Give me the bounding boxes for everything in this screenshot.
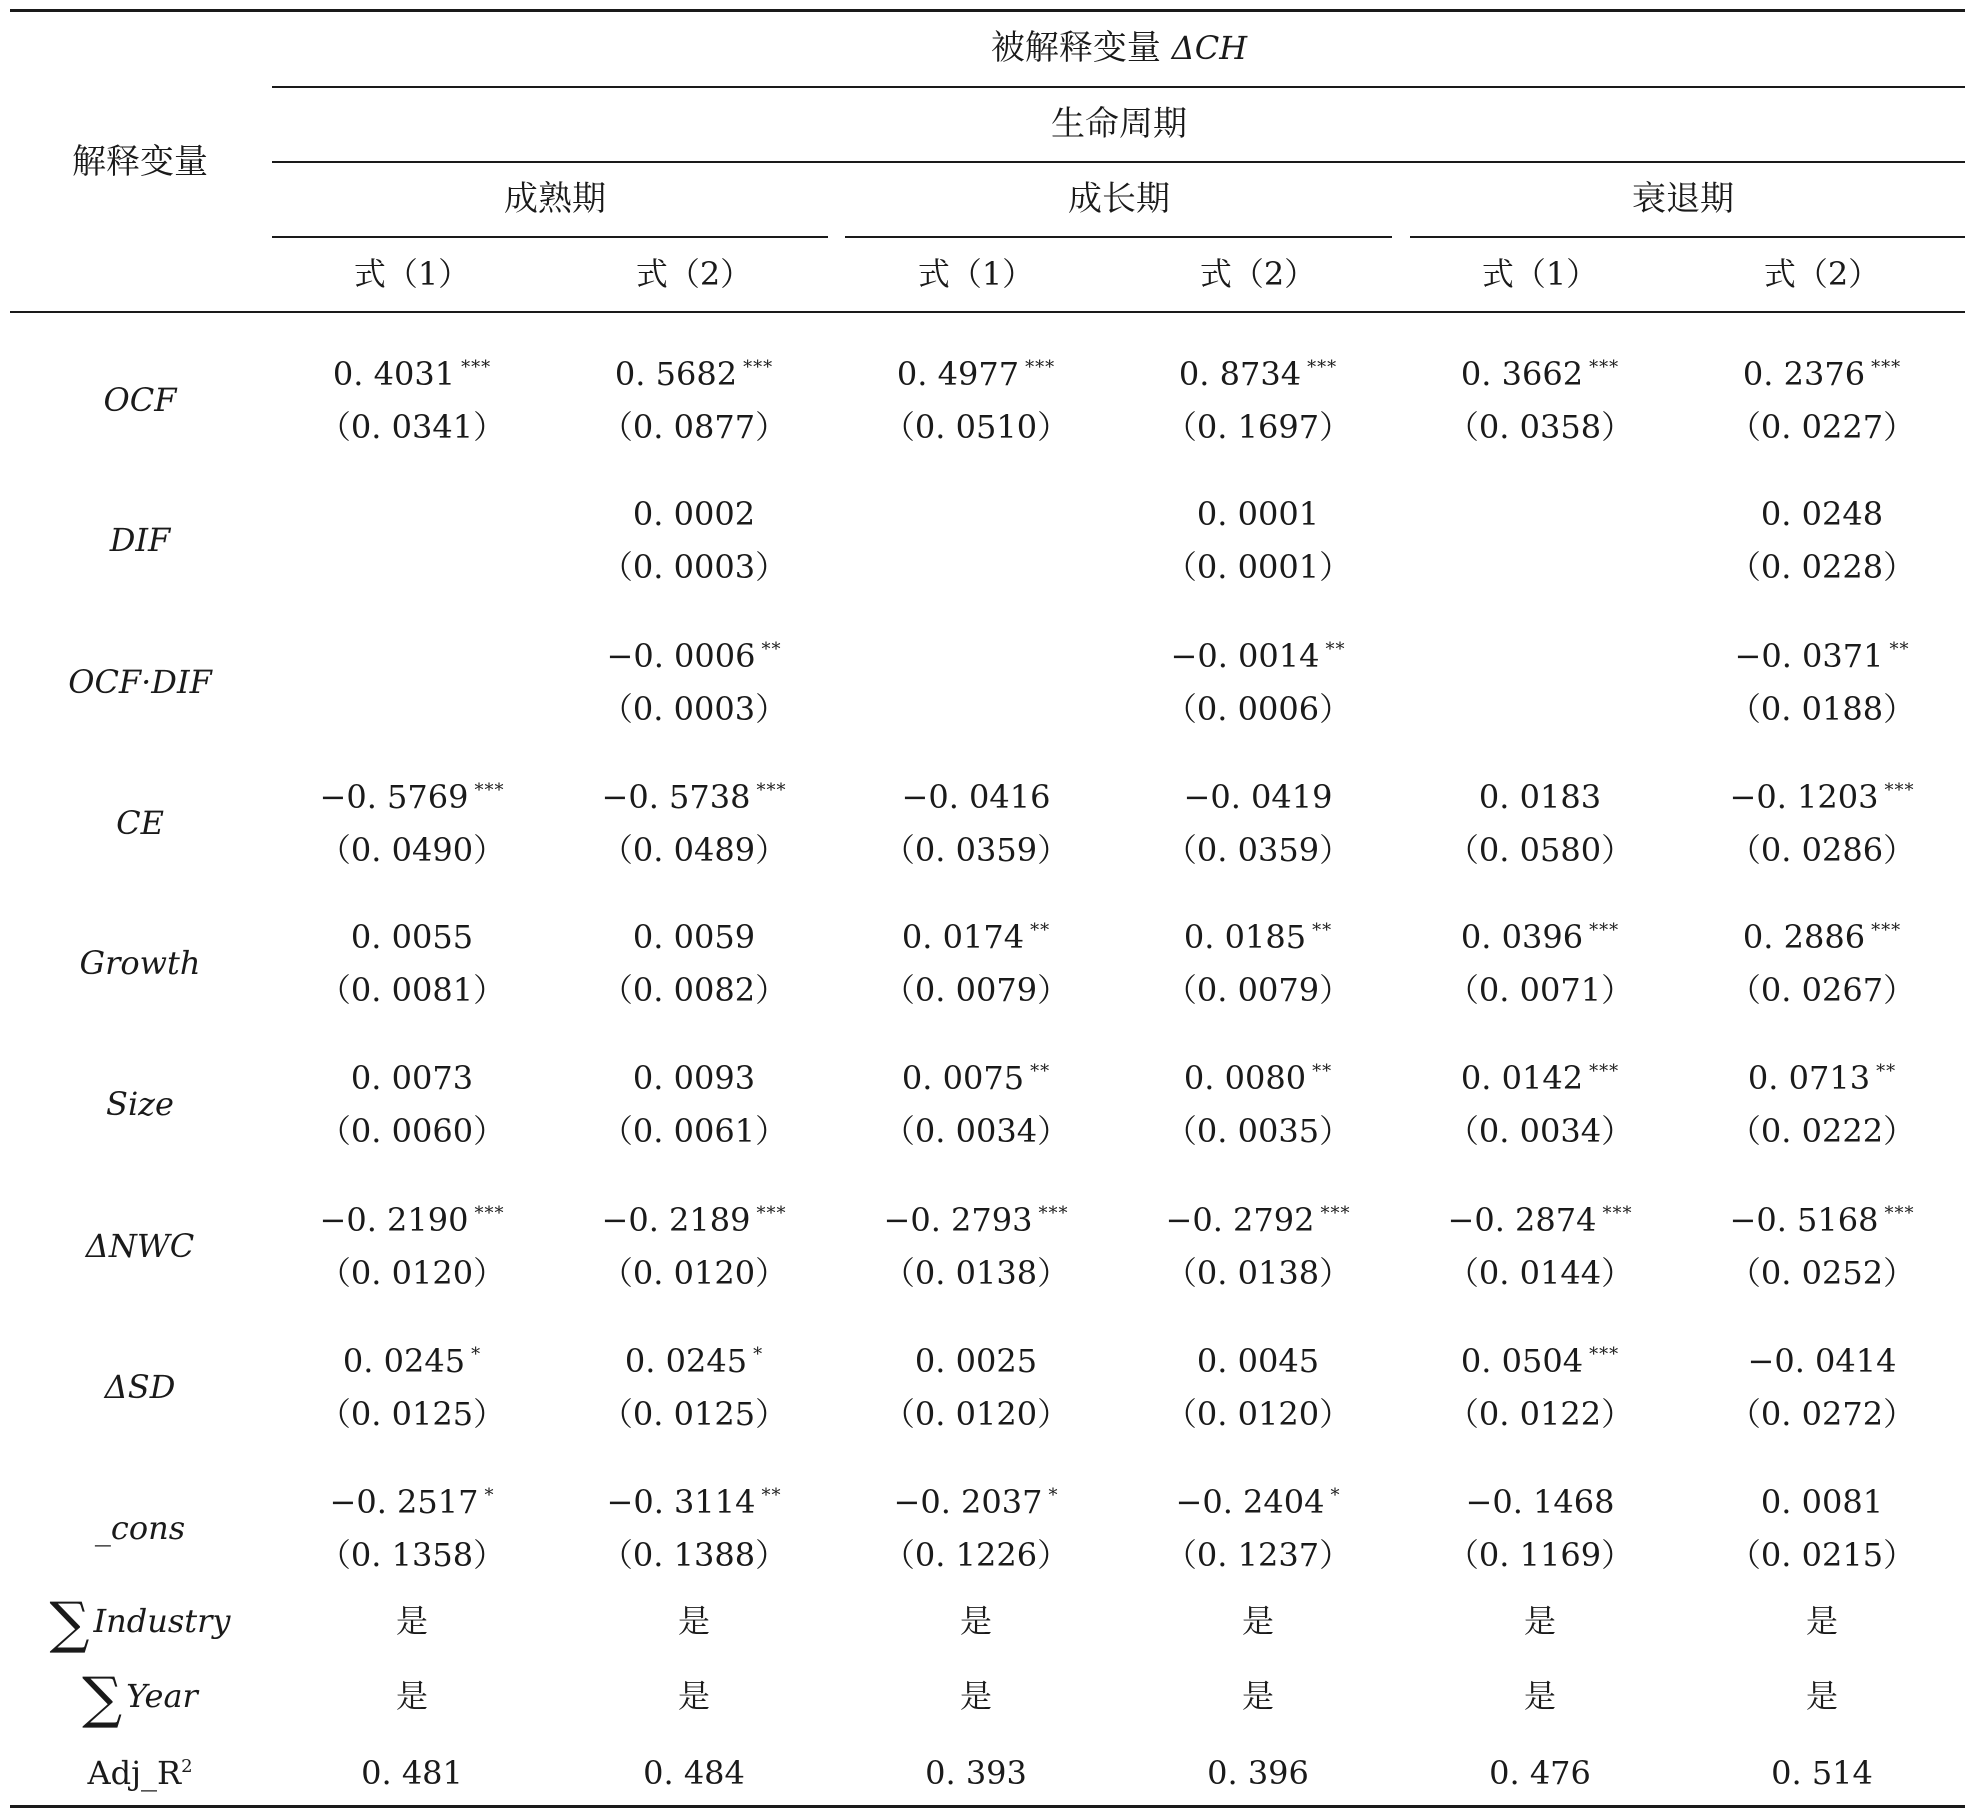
standard-error-cell: （0. 0359） [882, 831, 1070, 869]
coefficient-cell [633, 494, 755, 534]
adj-r2-value: 0. 514 [1771, 1754, 1873, 1792]
standard-error-cell: （0. 1358） [318, 1536, 506, 1574]
coefficient-value: 0. 0080 [1183, 1059, 1307, 1097]
dependent-variable-symbol: ΔCH [1171, 29, 1248, 67]
standard-error-cell: （0. 0489） [600, 831, 788, 869]
coefficient-value: 0. 0245 [624, 1342, 748, 1380]
coefficient-cell [902, 917, 1050, 963]
coefficient-value: −0. 2874 [1447, 1201, 1597, 1239]
coefficient-cell [1730, 1200, 1915, 1246]
coefficient-value: 0. 0713 [1747, 1059, 1871, 1097]
coefficient-cell [1466, 1482, 1615, 1522]
standard-error-cell: （0. 1226） [882, 1536, 1070, 1574]
summation-symbol: ∑ [49, 1591, 90, 1656]
coefficient-cell [1461, 917, 1619, 963]
coefficient-cell [351, 1058, 473, 1098]
summation-symbol: ∑ [82, 1666, 123, 1731]
control-indicator: 是 [1523, 1602, 1557, 1640]
coefficient-cell [1479, 777, 1601, 817]
coefficient-value: 0. 0396 [1460, 918, 1584, 956]
coefficient-cell [1197, 1341, 1319, 1381]
coefficient-value: 0. 2886 [1742, 918, 1866, 956]
significance-stars: *** [1871, 920, 1902, 941]
coefficient-cell [1748, 1341, 1897, 1381]
stage-header-growth: 成长期 [1068, 179, 1170, 219]
stage-rule-growth [845, 236, 1392, 238]
standard-error-cell: （0. 1388） [600, 1536, 788, 1574]
control-indicator: 是 [959, 1602, 993, 1640]
lifecycle-rule [272, 161, 1965, 163]
model-header: 式（2） [1763, 255, 1881, 293]
standard-error-cell: （0. 0877） [600, 408, 788, 446]
coefficient-value: 0. 5682 [614, 355, 738, 393]
coefficient-value: 0. 0059 [632, 918, 756, 956]
coefficient-value: 0. 0174 [901, 918, 1025, 956]
coefficient-cell [884, 1200, 1069, 1246]
coefficient-cell [1730, 777, 1915, 823]
adj-r2-value: 0. 484 [643, 1754, 745, 1792]
coefficient-value: −0. 0006 [606, 637, 756, 675]
standard-error-cell: （0. 0035） [1164, 1112, 1352, 1150]
coefficient-value: −0. 2517 [329, 1483, 479, 1521]
coefficient-cell [1184, 917, 1332, 963]
row-label: OCF·DIF [68, 663, 212, 701]
significance-stars: *** [756, 780, 787, 801]
coefficient-cell [333, 354, 491, 400]
standard-error-cell: （0. 0252） [1728, 1254, 1916, 1292]
model-header: 式（2） [635, 255, 753, 293]
standard-error-cell: （0. 1237） [1164, 1536, 1352, 1574]
significance-stars: ** [1030, 920, 1051, 941]
control-indicator: 是 [1805, 1677, 1839, 1715]
dependent-variable-header: 被解释变量 ΔCH [990, 28, 1248, 68]
significance-stars: ** [1312, 1061, 1333, 1082]
control-name: Year [126, 1677, 198, 1715]
coefficient-cell [602, 777, 787, 823]
standard-error-cell: （0. 0001） [1164, 548, 1352, 586]
standard-error-cell: （0. 0490） [318, 831, 506, 869]
coefficient-value: 0. 0001 [1196, 495, 1320, 533]
standard-error-cell: （0. 0003） [600, 548, 788, 586]
top-rule [10, 9, 1965, 12]
coefficient-cell [625, 1341, 763, 1387]
coefficient-value: −0. 0416 [901, 778, 1051, 816]
control-indicator: 是 [959, 1677, 993, 1715]
coefficient-value: 0. 0073 [350, 1059, 474, 1097]
standard-error-cell: （0. 0359） [1164, 831, 1352, 869]
stage-rule-decline [1410, 236, 1965, 238]
significance-stars: *** [1884, 1203, 1915, 1224]
significance-stars: * [1048, 1485, 1059, 1506]
adj-r2-text: Adj_R [87, 1754, 182, 1792]
significance-stars: ** [761, 1485, 782, 1506]
significance-stars: *** [461, 357, 492, 378]
row-label: _cons [94, 1509, 186, 1547]
coefficient-cell [1761, 1482, 1883, 1522]
standard-error-cell: （0. 1697） [1164, 408, 1352, 446]
standard-error-cell: （0. 0003） [600, 690, 788, 728]
standard-error-cell: （0. 0120） [318, 1254, 506, 1292]
standard-error-cell: （0. 0341） [318, 408, 506, 446]
control-label [49, 1591, 231, 1656]
coefficient-cell [633, 917, 755, 957]
coefficient-value: 0. 0081 [1760, 1483, 1884, 1521]
significance-stars: ** [1889, 639, 1910, 660]
standard-error-cell: （0. 0122） [1446, 1395, 1634, 1433]
significance-stars: *** [743, 357, 774, 378]
standard-error-cell: （0. 0227） [1728, 408, 1916, 446]
coefficient-cell [1197, 494, 1319, 534]
coefficient-value: −0. 0371 [1734, 637, 1884, 675]
coefficient-value: 0. 0045 [1196, 1342, 1320, 1380]
coefficient-cell [320, 1200, 505, 1246]
adj-r2-superscript: 2 [181, 1756, 193, 1777]
coefficient-value: −0. 5769 [319, 778, 469, 816]
coefficient-value: 0. 0248 [1760, 495, 1884, 533]
model-header: 式（2） [1199, 255, 1317, 293]
coefficient-cell [343, 1341, 481, 1387]
standard-error-cell: （0. 0006） [1164, 690, 1352, 728]
adj-r2-value: 0. 481 [361, 1754, 463, 1792]
coefficient-value: −0. 2404 [1175, 1483, 1325, 1521]
coefficient-value: −0. 2190 [319, 1201, 469, 1239]
row-label: DIF [109, 521, 171, 559]
standard-error-cell: （0. 1169） [1446, 1536, 1634, 1574]
standard-error-cell: （0. 0082） [600, 971, 788, 1009]
model-header: 式（1） [917, 255, 1035, 293]
control-indicator: 是 [395, 1677, 429, 1715]
control-indicator: 是 [1241, 1677, 1275, 1715]
coefficient-cell [1735, 636, 1910, 682]
significance-stars: *** [756, 1203, 787, 1224]
significance-stars: ** [761, 639, 782, 660]
lifecycle-header: 生命周期 [1051, 104, 1187, 144]
coefficient-cell [1184, 1058, 1332, 1104]
coefficient-value: 0. 2376 [1742, 355, 1866, 393]
adj-r2-value: 0. 396 [1207, 1754, 1309, 1792]
significance-stars: *** [474, 780, 505, 801]
standard-error-cell: （0. 0358） [1446, 408, 1634, 446]
standard-error-cell: （0. 0079） [882, 971, 1070, 1009]
significance-stars: *** [1320, 1203, 1351, 1224]
coefficient-value: 0. 0075 [901, 1059, 1025, 1097]
significance-stars: ** [1325, 639, 1346, 660]
coefficient-cell [1184, 777, 1333, 817]
standard-error-cell: （0. 0071） [1446, 971, 1634, 1009]
adj-r2-value: 0. 476 [1489, 1754, 1591, 1792]
control-name: Industry [93, 1602, 231, 1640]
row-label: ΔNWC [85, 1227, 195, 1265]
standard-error-cell: （0. 0510） [882, 408, 1070, 446]
control-indicator: 是 [677, 1602, 711, 1640]
coefficient-cell [1461, 354, 1619, 400]
standard-error-cell: （0. 0138） [1164, 1254, 1352, 1292]
control-indicator: 是 [395, 1602, 429, 1640]
coefficient-cell [607, 1482, 782, 1528]
coefficient-value: 0. 0185 [1183, 918, 1307, 956]
standard-error-cell: （0. 0125） [600, 1395, 788, 1433]
coefficient-cell [897, 354, 1055, 400]
significance-stars: *** [1589, 1061, 1620, 1082]
coefficient-value: −0. 1203 [1729, 778, 1879, 816]
coefficient-value: −0. 5168 [1729, 1201, 1879, 1239]
coefficient-value: 0. 4031 [332, 355, 456, 393]
coefficient-value: 0. 0002 [632, 495, 756, 533]
row-label: Growth [79, 944, 201, 982]
coefficient-cell [915, 1341, 1037, 1381]
coefficient-cell [902, 777, 1051, 817]
stub-header: 解释变量 [72, 142, 208, 182]
row-label: CE [116, 804, 164, 842]
significance-stars: ** [1876, 1061, 1897, 1082]
coefficient-cell [894, 1482, 1059, 1528]
stage-header-decline: 衰退期 [1632, 179, 1734, 219]
coefficient-value: −0. 0014 [1170, 637, 1320, 675]
coefficient-value: 0. 4977 [896, 355, 1020, 393]
model-header: 式（1） [1481, 255, 1599, 293]
significance-stars: *** [1307, 357, 1338, 378]
significance-stars: *** [1602, 1203, 1633, 1224]
coefficient-cell [633, 1058, 755, 1098]
header-bottom-rule [10, 311, 1965, 313]
coefficient-value: −0. 2793 [883, 1201, 1033, 1239]
standard-error-cell: （0. 0215） [1728, 1536, 1916, 1574]
coefficient-cell [607, 636, 782, 682]
coefficient-value: −0. 5738 [601, 778, 751, 816]
significance-stars: *** [1871, 357, 1902, 378]
standard-error-cell: （0. 0079） [1164, 971, 1352, 1009]
standard-error-cell: （0. 0228） [1728, 548, 1916, 586]
standard-error-cell: （0. 0034） [1446, 1112, 1634, 1150]
standard-error-cell: （0. 0144） [1446, 1254, 1634, 1292]
coefficient-cell [1166, 1200, 1351, 1246]
coefficient-value: 0. 0142 [1460, 1059, 1584, 1097]
adj-r2-label [87, 1753, 192, 1799]
standard-error-cell: （0. 0188） [1728, 690, 1916, 728]
standard-error-cell: （0. 0222） [1728, 1112, 1916, 1150]
significance-stars: ** [1312, 920, 1333, 941]
standard-error-cell: （0. 0034） [882, 1112, 1070, 1150]
control-indicator: 是 [677, 1677, 711, 1715]
coefficient-value: 0. 0245 [342, 1342, 466, 1380]
coefficient-cell [902, 1058, 1050, 1104]
row-label: Size [106, 1085, 174, 1123]
row-label: OCF [103, 381, 177, 419]
coefficient-value: 0. 0055 [350, 918, 474, 956]
significance-stars: * [753, 1344, 764, 1365]
standard-error-cell: （0. 0120） [600, 1254, 788, 1292]
standard-error-cell: （0. 0267） [1728, 971, 1916, 1009]
coefficient-cell [330, 1482, 495, 1528]
coefficient-value: −0. 2037 [893, 1483, 1043, 1521]
significance-stars: ** [1030, 1061, 1051, 1082]
coefficient-value: 0. 0093 [632, 1059, 756, 1097]
standard-error-cell: （0. 0061） [600, 1112, 788, 1150]
standard-error-cell: （0. 0125） [318, 1395, 506, 1433]
row-label: ΔSD [104, 1368, 176, 1406]
significance-stars: *** [1589, 357, 1620, 378]
significance-stars: *** [1589, 920, 1620, 941]
coefficient-cell [1179, 354, 1337, 400]
coefficient-cell [1743, 917, 1901, 963]
coefficient-value: −0. 3114 [606, 1483, 756, 1521]
standard-error-cell: （0. 0120） [1164, 1395, 1352, 1433]
standard-error-cell: （0. 0272） [1728, 1395, 1916, 1433]
coefficient-value: 0. 0025 [914, 1342, 1038, 1380]
standard-error-cell: （0. 0138） [882, 1254, 1070, 1292]
coefficient-value: −0. 1468 [1465, 1483, 1615, 1521]
coefficient-value: 0. 3662 [1460, 355, 1584, 393]
standard-error-cell: （0. 0081） [318, 971, 506, 1009]
significance-stars: * [1330, 1485, 1341, 1506]
significance-stars: *** [474, 1203, 505, 1224]
coefficient-value: 0. 0504 [1460, 1342, 1584, 1380]
control-indicator: 是 [1523, 1677, 1557, 1715]
standard-error-cell: （0. 0286） [1728, 831, 1916, 869]
coefficient-cell [320, 777, 505, 823]
coefficient-cell [1176, 1482, 1341, 1528]
bottom-rule [10, 1805, 1965, 1808]
coefficient-value: 0. 8734 [1178, 355, 1302, 393]
coefficient-value: −0. 2792 [1165, 1201, 1315, 1239]
coefficient-cell [1761, 494, 1883, 534]
significance-stars: *** [1038, 1203, 1069, 1224]
standard-error-cell: （0. 0060） [318, 1112, 506, 1150]
significance-stars: *** [1884, 780, 1915, 801]
stage-header-mature: 成熟期 [504, 179, 606, 219]
significance-stars: * [471, 1344, 482, 1365]
coefficient-value: 0. 0183 [1478, 778, 1602, 816]
coefficient-value: −0. 0419 [1183, 778, 1333, 816]
coefficient-cell [602, 1200, 787, 1246]
significance-stars: *** [1025, 357, 1056, 378]
adj-r2-value: 0. 393 [925, 1754, 1027, 1792]
significance-stars: * [484, 1485, 495, 1506]
coefficient-value: −0. 2189 [601, 1201, 751, 1239]
standard-error-cell: （0. 0120） [882, 1395, 1070, 1433]
coefficient-cell [1743, 354, 1901, 400]
standard-error-cell: （0. 0580） [1446, 831, 1634, 869]
coefficient-cell [1171, 636, 1346, 682]
coefficient-cell [1448, 1200, 1633, 1246]
coefficient-cell [615, 354, 773, 400]
coefficient-value: −0. 0414 [1747, 1342, 1897, 1380]
coefficient-cell [1461, 1341, 1619, 1387]
coefficient-cell [351, 917, 473, 957]
significance-stars: *** [1589, 1344, 1620, 1365]
dependent-variable-rule [272, 86, 1965, 88]
coefficient-cell [1748, 1058, 1896, 1104]
control-label [82, 1666, 198, 1731]
control-indicator: 是 [1241, 1602, 1275, 1640]
coefficient-cell [1461, 1058, 1619, 1104]
model-header: 式（1） [353, 255, 471, 293]
control-indicator: 是 [1805, 1602, 1839, 1640]
stage-rule-mature [272, 236, 828, 238]
